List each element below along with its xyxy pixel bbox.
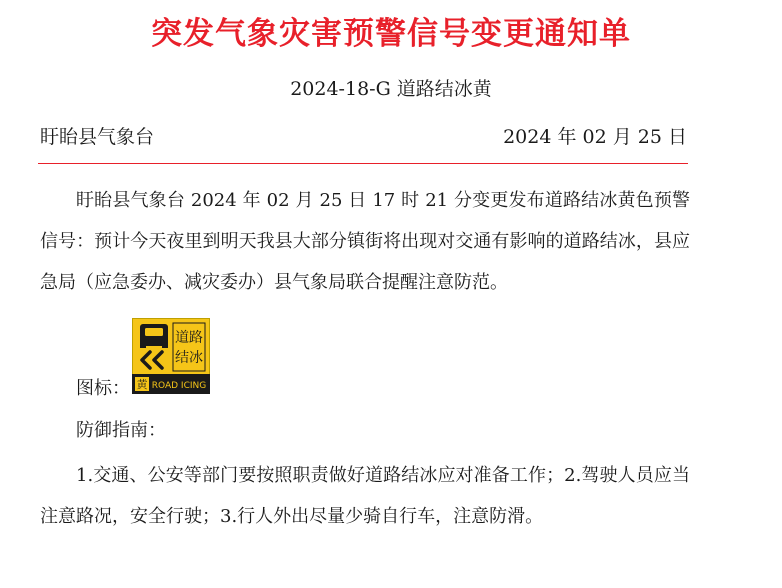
- icon-label: 图标：: [76, 378, 130, 399]
- icon-cn-line-1: 道路: [175, 330, 203, 346]
- issue-date: 2024 年 02 月 25 日: [503, 126, 687, 148]
- guide-text: 1.交通、公安等部门要按照职责做好道路结冰应对准备工作；2.驾驶人员应当注意路况，安全行驶；3.行人外出尽量少骑自行车，注意防滑。: [40, 465, 690, 527]
- guide-title: 防御指南：: [76, 420, 166, 441]
- car-icon: [140, 324, 168, 348]
- notice-body: 盱眙县气象台 2024 年 02 月 25 日 17 时 21 分变更发布道路结冰黄色预警信号：预计今天夜里到明天我县大部分镇街将出现对交通有影响的道路结冰，县应急局（应急委办、减灾委办）县气象局联合提醒注意防范。: [40, 190, 690, 293]
- issuer-name: 盱眙县气象台: [40, 126, 155, 148]
- icon-cn-text: [173, 323, 205, 371]
- icon-level-char: 黄: [136, 378, 148, 391]
- page-title: 突发气象灾害预警信号变更通知单: [151, 16, 631, 52]
- road-icing-warning-icon: [132, 318, 210, 394]
- warning-code: 2024-18-G 道路结冰黄: [290, 78, 492, 100]
- red-divider: [38, 163, 688, 164]
- icon-en-text: ROAD ICING: [151, 381, 207, 391]
- icon-cn-line-2: 结冰: [175, 350, 203, 366]
